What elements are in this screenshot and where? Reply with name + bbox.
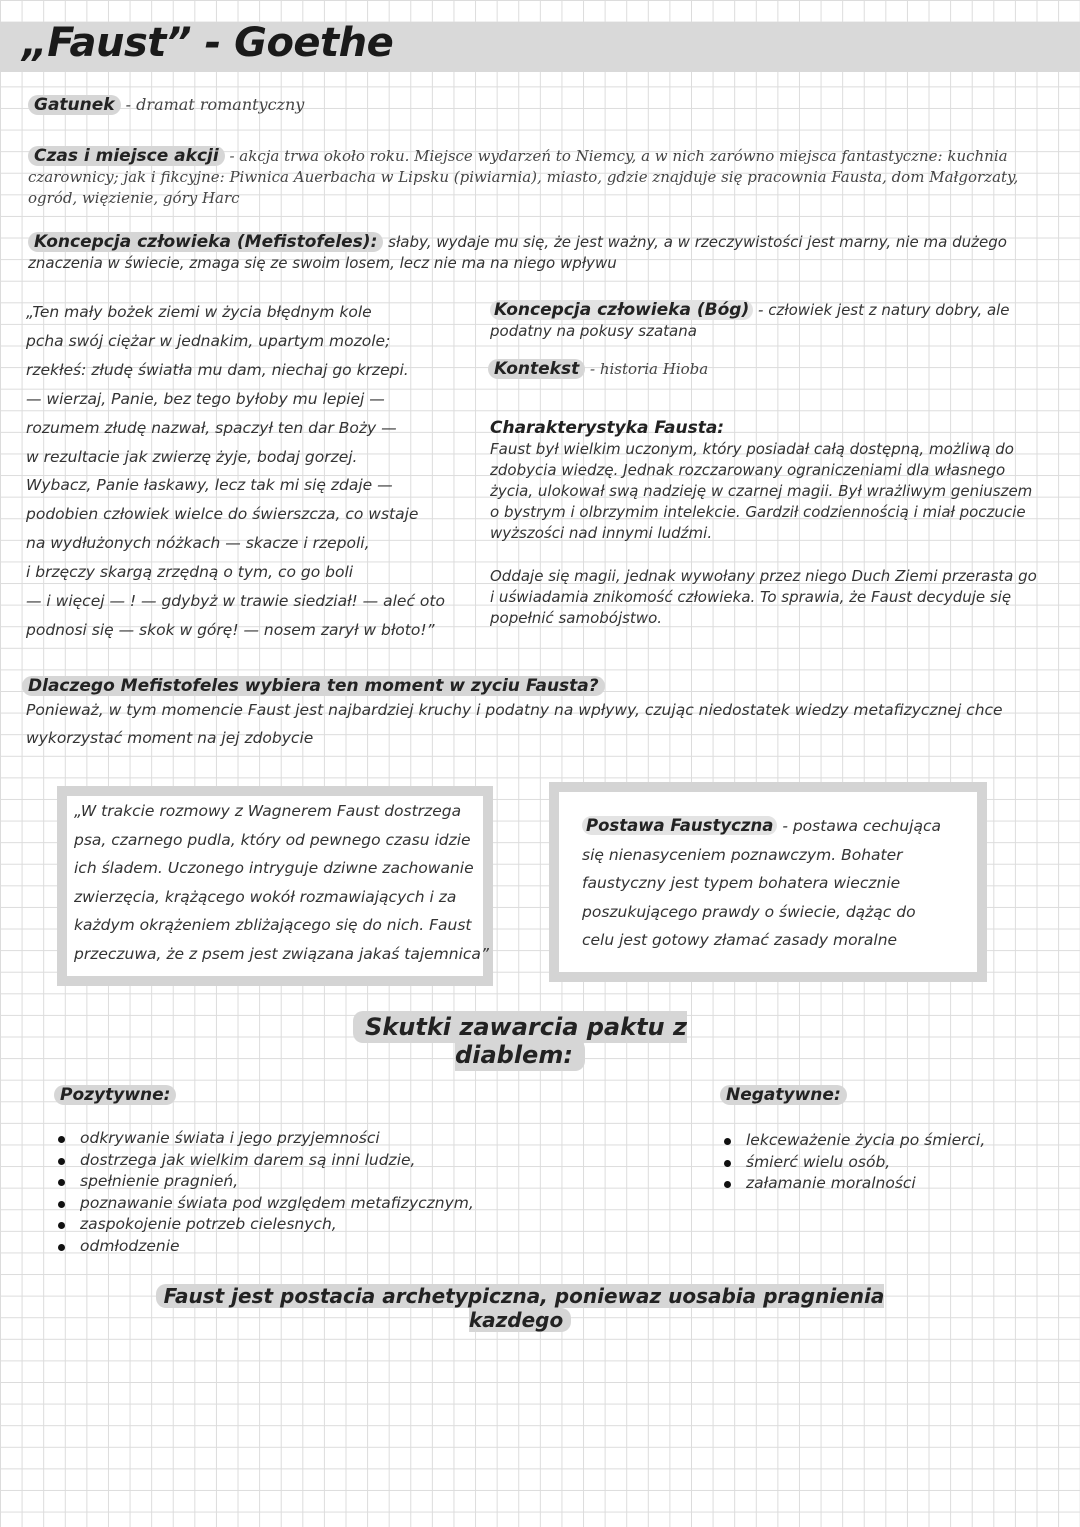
kontekst-line: Kontekst - historia Hioba xyxy=(488,359,708,380)
koncepcja-mefistofeles: Koncepcja człowieka (Mefistofeles): słaby, wydaje mu się, że jest ważny, a w rzeczywistości jest marny, nie ma dużego znaczenia w świecie, zmaga się ze swoim losem, lecz nie ma na niego wpływu xyxy=(28,232,1007,272)
charakterystyka-fausta: Charakterystyka Fausta: Faust był wielkim uczonym, który posiadał całą dostępną, możliwą do zdobycia wiedzę. Jednak rozczarowany ograniczeniami dla własnego życia, ulokował swą nadzieję w czarnej magii. Był wrażliwym geniuszem o bystrym i olbrzymim intelekcie. Gardził codziennością i miał poczucie wyższości nad innymi ludźmi. Oddaje się magii, jednak wywołany przez niego Duch Ziemi przerasta go i uświadamia znikomość człowieka. To sprawia, że Faust decyduje się popełnić samobójstwo. xyxy=(490,418,1065,629)
pozytywne-label: Pozytywne: xyxy=(54,1085,176,1105)
negatywne-section xyxy=(720,1085,847,1105)
poem-line: — i więcej — ! — gdybyż w trawie siedział! — aleć oto xyxy=(26,592,445,611)
poem-line: rozumem złudę nazwał, spaczył ten dar Boży — xyxy=(26,418,397,437)
gatunek-line: Gatunek - dramat romantyczny xyxy=(28,94,304,116)
list-item: śmierć wielu osób, xyxy=(720,1152,985,1174)
gatunek-label: Gatunek xyxy=(28,95,121,115)
poem-line: podobien człowiek wielce do świerszcza, co wstaje xyxy=(26,505,419,524)
list-item: poznawanie świata pod względem metafizycznym, xyxy=(54,1193,474,1215)
poem-line: w rezultacie jak zwierzę żyje, bodaj gorzej. xyxy=(26,447,358,466)
pozytywne-section xyxy=(54,1085,176,1105)
dlaczego-section: Dlaczego Mefistofeles wybiera ten moment w zyciu Fausta? Ponieważ, w tym momencie Faust jest najbardziej kruchy i podatny na wpływy, czując niedostatek wiedzy metafizycznej chce wykorzystać moment na jej zdobycie xyxy=(22,676,1062,752)
kontekst-value: historia Hioba xyxy=(599,360,709,378)
poem-line: rzekłeś: złudę światła mu dam, niechaj go krzepi. xyxy=(26,360,409,379)
koncepcja-bog-label: Koncepcja człowieka (Bóg) xyxy=(490,300,753,320)
page-title: „Faust” - Goethe xyxy=(22,20,394,66)
list-item: spełnienie pragnień, xyxy=(54,1171,474,1193)
conclusion: Faust jest postacia archetypiczna, poniewaz uosabia pragnienia kazdego xyxy=(156,1284,885,1332)
poem-line: pcha swój ciężar w jednakim, upartym mozole; xyxy=(26,331,391,350)
poem-line: — wierzaj, Panie, bez tego byłoby mu lepiej — xyxy=(26,389,385,408)
skutki-heading: Skutki zawarcia paktu z diablem: xyxy=(353,1011,687,1071)
quote-box-pudel-text: „W trakcie rozmowy z Wagnerem Faust dostrzega psa, czarnego pudla, który od pewnego czasu idzie ich śladem. Uczonego intryguje dziwne zachowanie zwierzęcia, krążącego wokół rozmawiających i za każdym okrążeniem zbliżającego się do nich. Faust przeczuwa, że z psem jest związana jakaś tajemnica” xyxy=(74,802,489,963)
list-item: odmłodzenie xyxy=(54,1236,474,1258)
koncepcja-bog: Koncepcja człowieka (Bóg) - człowiek jest z natury dobry, ale podatny na pokusy szatana xyxy=(490,300,1010,340)
list-item: odkrywanie świata i jego przyjemności xyxy=(54,1128,474,1150)
poem-quote xyxy=(26,298,445,645)
poem-line: i brzęczy skargą zrzędną o tym, co go boli xyxy=(26,563,354,582)
czas-label: Czas i miejsce akcji xyxy=(28,146,225,166)
poem-line: „Ten mały bożek ziemi w życia błędnym kole xyxy=(26,303,372,321)
poem-line: Wybacz, Panie łaskawy, lecz tak mi się zdaje — xyxy=(26,476,393,495)
dlaczego-question: Dlaczego Mefistofeles wybiera ten moment w zyciu Fausta? xyxy=(22,676,605,696)
list-item: załamanie moralności xyxy=(720,1173,985,1195)
list-item: zaspokojenie potrzeb cielesnych, xyxy=(54,1214,474,1236)
poem-line: podnosi się — skok w górę! — nosem zarył w błoto!” xyxy=(26,620,435,639)
postawa-label: Postawa Faustyczna xyxy=(582,816,777,835)
postawa-faustyczna-text: Postawa Faustyczna - postawa cechująca się nienasyceniem poznawczym. Bohater faustyczny jest typem bohatera wiecznie poszukującego prawdy o świecie, dążąc do celu jest gotowy złamać zasady moralne xyxy=(582,816,941,949)
negatywne-label: Negatywne: xyxy=(720,1085,847,1105)
conclusion-wrap xyxy=(120,1284,920,1332)
pozytywne-list xyxy=(54,1128,474,1257)
skutki-heading-wrap xyxy=(300,1013,740,1069)
negatywne-list xyxy=(720,1130,985,1195)
kontekst-label: Kontekst xyxy=(488,359,585,379)
czas-section: Czas i miejsce akcji - akcja trwa około roku. Miejsce wydarzeń to Niemcy, a w nich zarówno miejsca fantastyczne: kuchnia czarownicy; jak i fikcyjne: Piwnica Auerbacha w Lipsku (piwiarnia), miasto, gdzie znajduje się pracownia Fausta, dom Małgorzaty, ogród, więzienie, góry Harc xyxy=(28,146,1019,207)
list-item: lekceważenie życia po śmierci, xyxy=(720,1130,985,1152)
poem-line: na wydłużonych nóżkach — skacze i rzepoli, xyxy=(26,534,370,553)
koncepcja-mef-label: Koncepcja człowieka (Mefistofeles): xyxy=(28,232,383,252)
charakterystyka-label: Charakterystyka Fausta: xyxy=(490,418,725,438)
list-item: dostrzega jak wielkim darem są inni ludzie, xyxy=(54,1150,474,1172)
gatunek-value: dramat romantyczny xyxy=(136,95,305,114)
